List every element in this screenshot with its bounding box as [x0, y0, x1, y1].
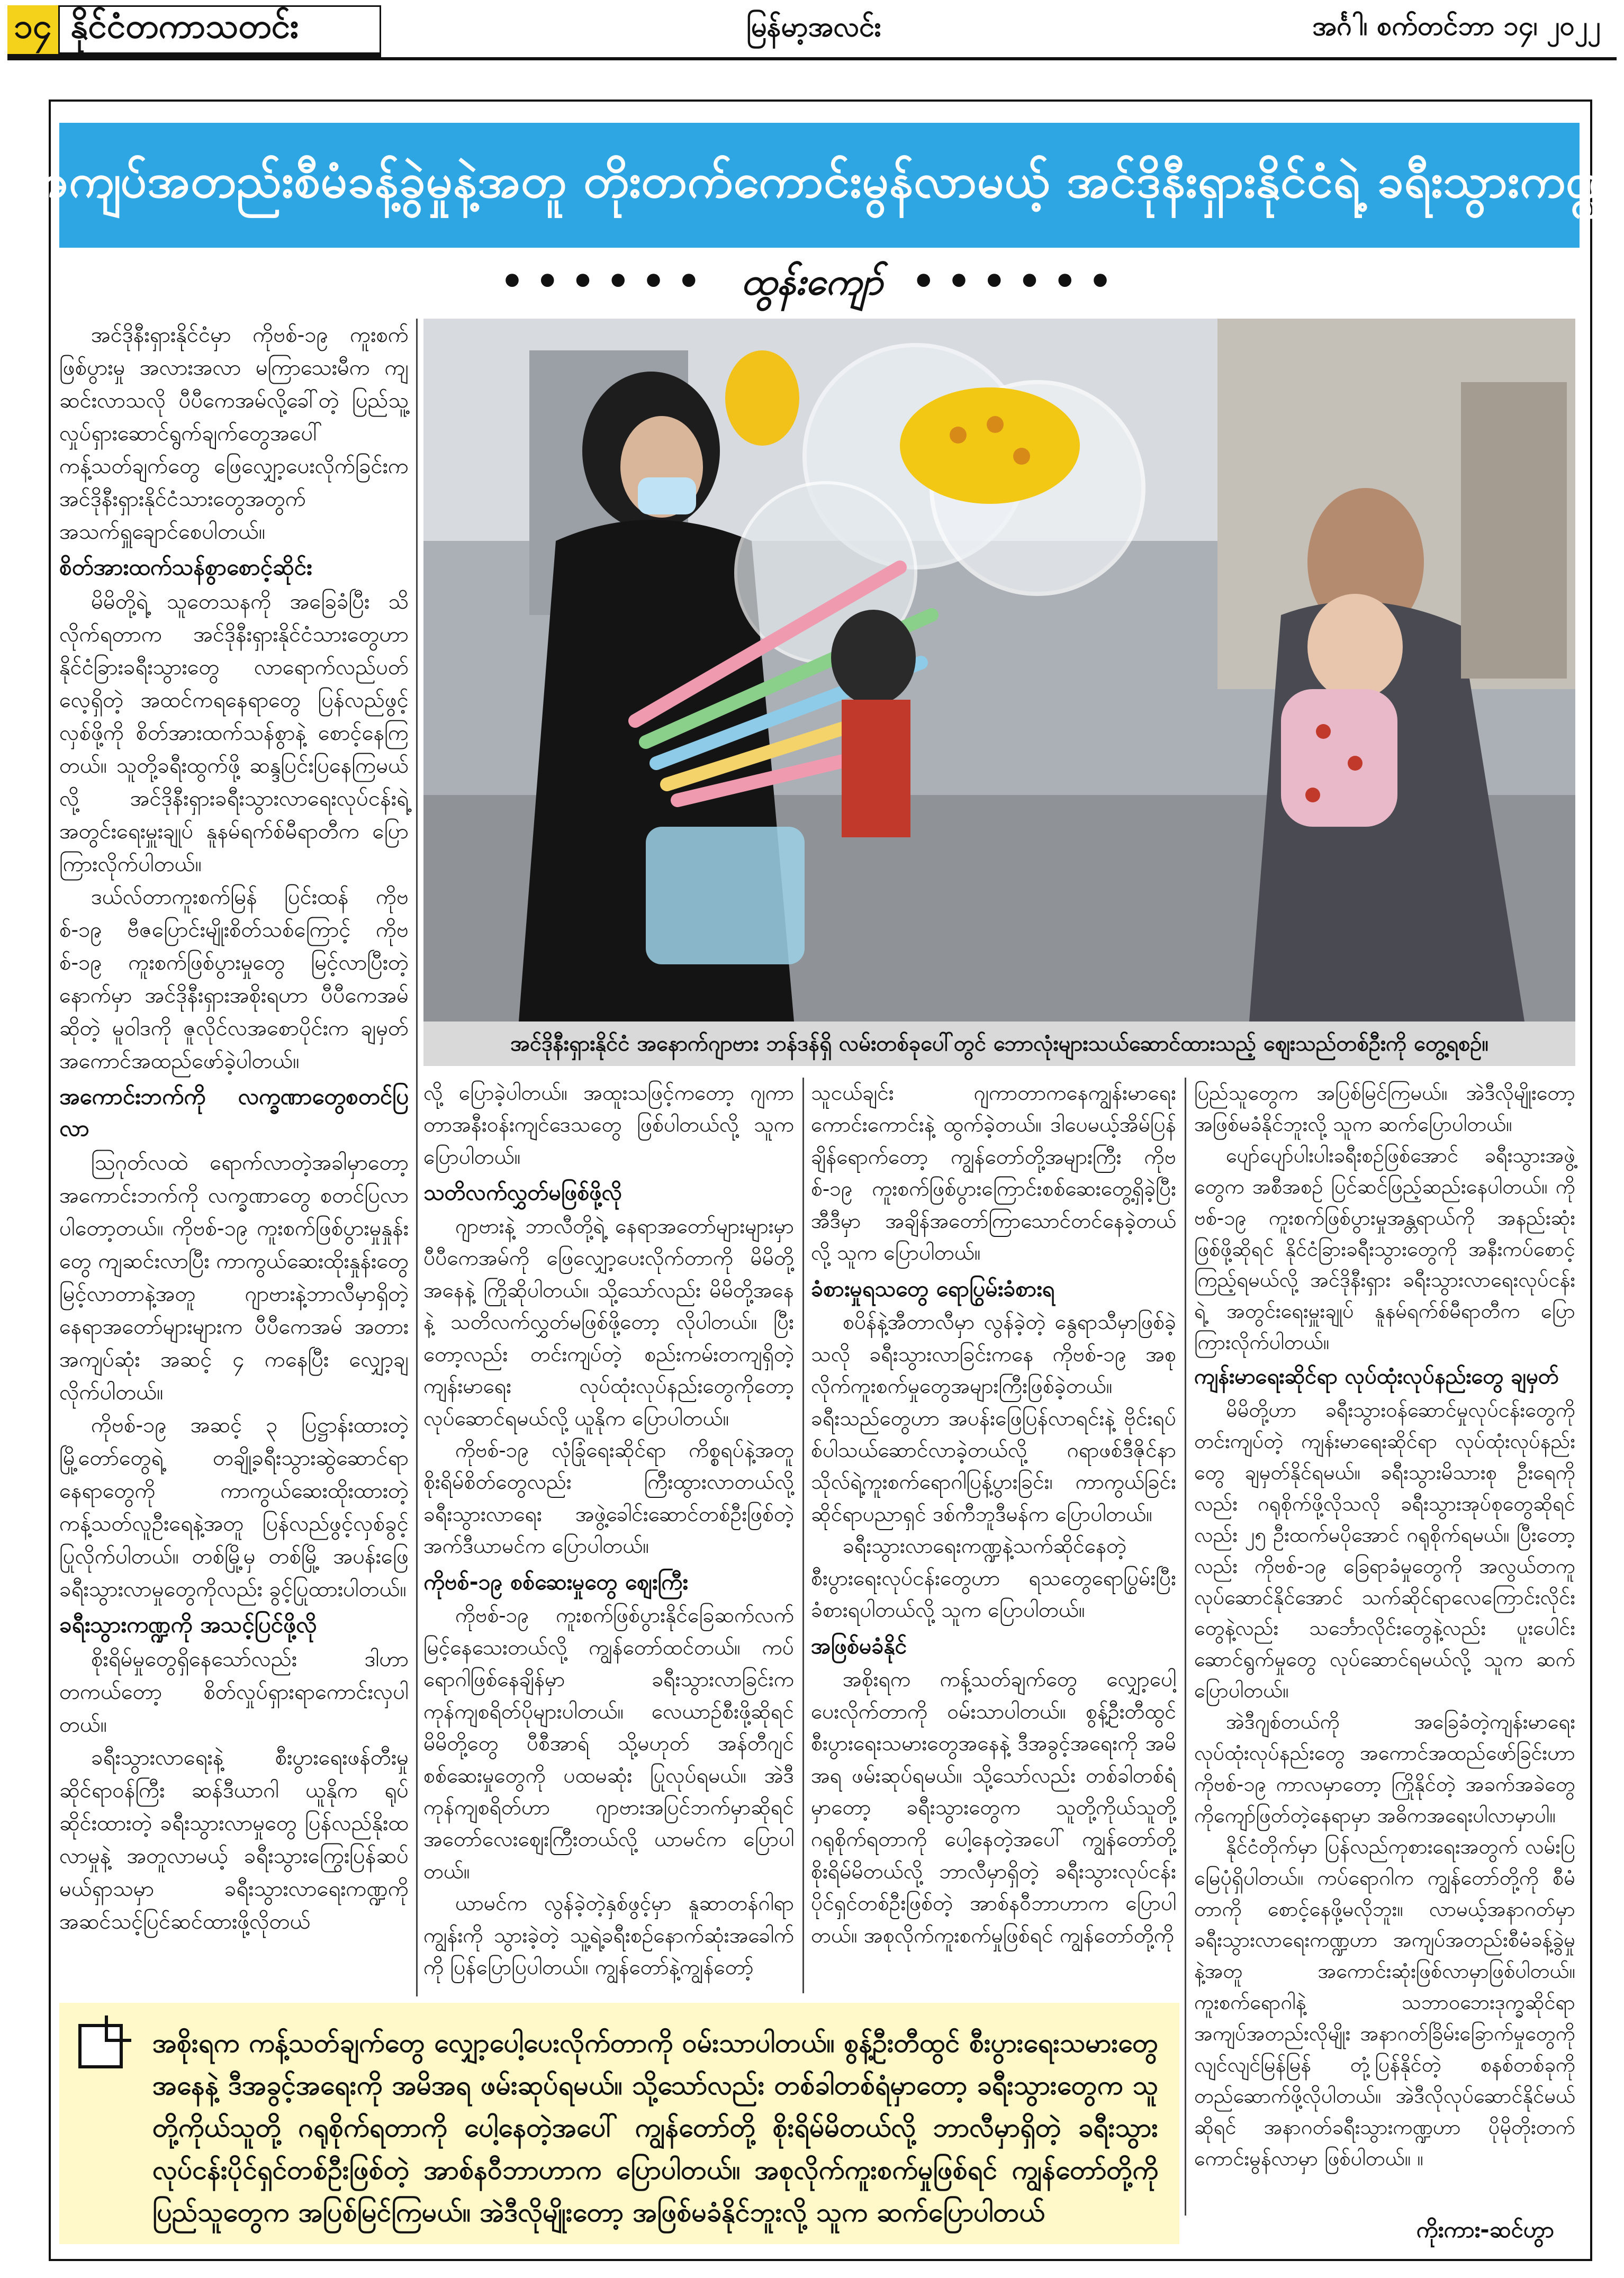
paragraph: ခရီးသွားလာရေးနဲ့ စီးပွားရေးဖန်တီးမှုဆိုင်ရာဝန်ကြီး ဆန်ဒီယာဂါ ယူနိုက ရုပ်ဆိုင်းထားတဲ့ ခရီးသွားလာမှုတွေ ပြန်လည်နိုးထလာမှုနဲ့ အတူလာမယ့် ခရီးသွားကြွေးပြန်ဆပ်မယ်ရှာသမှာ ခရီးသွားလာရေးကဏ္ဍကို အဆင်သင့်ပြင်ဆင်ထားဖို့လိုတယ်: [59, 1746, 409, 1934]
paragraph: ကိုဗစ်-၁၉ အဆင့် ၃ ပြဋ္ဌာန်းထားတဲ့ မြို့တော်တွေရဲ့ တချို့ခရီးသွားဆွဲဆောင်ရာနေရာတွေကို ကာကွယ်ဆေးထိုးထားတဲ့ ကန့်သတ်လူဦးရေနဲ့အတူ ပြန်လည်ဖွင့်လှစ်ခွင့်ပြုလိုက်ပါတယ်။ တစ်မြို့မှ တစ်မြို့ အပန်းဖြေခရီးသွားလာမှုတွေကိုလည်း ခွင့်ပြုထားပါတယ်။: [59, 1413, 409, 1602]
paragraph: ကိုဗစ်-၁၉ ကူးစက်ဖြစ်ပွားနိုင်ခြေဆက်လက်မြင့်နေသေးတယ်လို့ ကျွန်တော်ထင်တယ်။ ကပ်ရောဂါဖြစ်နေချိန်မှာ ခရီးသွားလာခြင်းက ကုန်ကျစရိတ်ပိုများပါတယ်။ လေယာဉ်စီးဖို့ဆိုရင် မိမိတို့တွေ ပီစီအာရ် သို့မဟုတ် အန်တီဂျင် စစ်ဆေးမှုတွေကို ပထမဆုံး ပြုလုပ်ရမယ်။ အဲဒီကုန်ကျစရိတ်ဟာ ဂျာဗားအပြင်ဘက်မှာဆိုရင် အတော်လေးဈေးကြီးတယ်လို့ ယာမင်က ပြောပါတယ်။: [423, 1604, 794, 1884]
page-number: ၁၄: [7, 5, 58, 54]
page-header-tab: [7, 5, 381, 57]
pull-quote: [59, 2003, 1179, 2244]
paragraph: မိမိတို့ရဲ့ သူတေသနကို အခြေခံပြီး သိလိုက်ရတာက အင်ဒိုနီးရှားနိုင်ငံသားတွေဟာ နိုင်ငံခြားခရီးသွားတွေ လာရောက်လည်ပတ်လေ့ရှိတဲ့ အထင်ကရနေရာတွေ ပြန်လည်ဖွင့်လှစ်ဖို့ကို စိတ်အားထက်သန်စွာနဲ့ စောင့်နေကြတယ်။ သူတို့ခရီးထွက်ဖို့ ဆန္ဒပြင်းပြနေကြမယ်လို့ အင်ဒိုနီးရှားခရီးသွားလာရေးလုပ်ငန်းရဲ့ အတွင်းရေးမှူးချုပ် နူနမ်ရက်စ်မီရာတီက ပြောကြားလိုက်ပါတယ်။: [59, 590, 409, 876]
paragraph: စိုးရိမ်မှုတွေရှိနေသော်လည်း ဒါဟာ တကယ်တော့ စိတ်လှုပ်ရှားရာကောင်းလှပါတယ်။: [59, 1647, 409, 1737]
column-divider: [802, 1078, 804, 1993]
subheading: သတိလက်လွှတ်မဖြစ်ဖို့လို: [423, 1180, 622, 1206]
byline: [0, 258, 1624, 313]
byline-author: ထွန်းကျော်: [741, 260, 883, 303]
news-photo: [423, 319, 1575, 1022]
byline-dots-left: ••••••: [500, 260, 712, 303]
balloon-vendor-image: [423, 319, 1575, 1022]
subheading: အကောင်းဘက်ကို လက္ခဏာတွေစတင်ပြလာ: [59, 1083, 409, 1141]
subheading: ခံစားမှုရသတွေ ရောပြွမ်းခံစားရ: [811, 1276, 1055, 1301]
paragraph: ကိုဗစ်-၁၉ လုံခြုံရေးဆိုင်ရာ ကိစ္စရပ်နဲ့အတူ စိုးရိမ်စိတ်တွေလည်း ကြီးထွားလာတယ်လို့ ခရီးသွားလာရေး အဖွဲ့ခေါင်းဆောင်တစ်ဦးဖြစ်တဲ့ အက်ဒီယာမင်က ပြောပါတယ်။: [423, 1438, 794, 1559]
paragraph: ပျော်ပျော်ပါးပါးခရီးစဉ်ဖြစ်အောင် ခရီးသွားအဖွဲ့တွေက အစီအစဉ် ပြင်ဆင်ဖြည့်ဆည်းနေပါတယ်။ ကိုဗစ်-၁၉ ကူးစက်ဖြစ်ပွားမှုအန္တရာယ်ကို အနည်းဆုံး ဖြစ်ဖို့ဆိုရင် နိုင်ငံခြားခရီးသွားတွေကို အနီးကပ်စောင့်ကြည့်ရမယ်လို့ အင်ဒိုနီးရှား ခရီးသွားလာရေးလုပ်ငန်းရဲ့ အတွင်းရေးမှူးချုပ် နူနမ်ရက်စ်မီရာတီက ပြောကြားလိုက်ပါတယ်။: [1194, 1143, 1575, 1354]
subheading: အဖြစ်မခံနိုင်: [811, 1633, 907, 1659]
subheading: ခရီးသွားကဏ္ဍကို အသင့်ပြင်ဖို့လို: [59, 1612, 317, 1638]
paragraph: အဲဒီဂျစ်တယ်ကို အခြေခံတဲ့ကျန်းမာရေးလုပ်ထုံးလုပ်နည်းတွေ အကောင်အထည်ဖော်ခြင်းဟာ ကိုဗစ်-၁၉ ကာလမှာတော့ ကြိုနိုင်တဲ့ အခက်အခဲတွေကိုကျော်ဖြတ်တဲ့နေရာမှာ အဓိကအရေးပါလာမှာပါ။: [1194, 1710, 1575, 1827]
paragraph: အစိုးရက ကန့်သတ်ချက်တွေ လျှော့ပေါ့ပေးလိုက်တာကို ဝမ်းသာပါတယ်။ စွန့်ဦးတီထွင်စီးပွားရေးသမားတွေအနေနဲ့ ဒီအခွင့်အရေးကို အမိအရ ဖမ်းဆုပ်ရမယ်။ သို့သော်လည်း တစ်ခါတစ်ရံမှာတော့ ခရီးသွားတွေက သူတို့ကိုယ်သူတို့ ဂရုစိုက်ရတာကို ပေါ့နေတဲ့အပေါ် ကျွန်တော်တို့ စိုးရိမ်မိတယ်လို့ ဘာလီမှာရှိတဲ့ ခရီးသွားလုပ်ငန်းပိုင်ရှင်တစ်ဦးဖြစ်တဲ့ အာစ်နဝီဘာဟာက ပြောပါတယ်။ အစုလိုက်ကူးစက်မှုဖြစ်ရင် ကျွန်တော်တို့ကို: [811, 1668, 1176, 1948]
section-title: နိုင်ငံတကာသတင်း: [58, 5, 381, 54]
byline-dots-right: ••••••: [912, 260, 1124, 303]
column-2: [423, 1078, 794, 1993]
header-rule: [7, 57, 1617, 60]
paragraph: သူငယ်ချင်း ဂျကာတာကနေကျွန်းမာရေးကောင်းကောင်းနဲ့ ထွက်ခဲ့တယ်။ ဒါပေမယ့်အိမ်ပြန်ချိန်ရောက်တော့ ကျွန်တော်တို့အများကြီး ကိုဗစ်-၁၉ ကူးစက်ဖြစ်ပွားကြောင်းစစ်ဆေးတွေ့ရှိခဲ့ပြီး အီဒီမှာ အချိန်အတော်ကြာသောင်တင်နေခဲ့တယ်လို့ သူက ပြောပါတယ်။: [811, 1081, 1176, 1265]
pull-quote-text: အစိုးရက ကန့်သတ်ချက်တွေ လျှော့ပေါ့ပေးလိုက်တာကို ဝမ်းသာပါတယ်။ စွန့်ဦးတီထွင် စီးပွားရေးသမားတွေအနေနဲ့ ဒီအခွင့်အရေးကို အမိအရ ဖမ်းဆုပ်ရမယ်။ သို့သော်လည်း တစ်ခါတစ်ရံမှာတော့ ခရီးသွားတွေက သူတို့ကိုယ်သူတို့ ဂရုစိုက်ရတာကို ပေါ့နေတဲ့အပေါ် ကျွန်တော်တို့ စိုးရိမ်မိတယ်လို့ ဘာလီမှာရှိတဲ့ ခရီးသွားလုပ်ငန်းပိုင်ရှင်တစ်ဦးဖြစ်တဲ့ အာစ်နဝီဘာဟာက ပြောပါတယ်။ အစုလိုက်ကူးစက်မှုဖြစ်ရင် ကျွန်တော်တို့ကို ပြည်သူတွေက အပြစ်မြင်ကြမယ်။ အဲဒီလိုမျိုးတော့ အဖြစ်မခံနိုင်ဘူးလို့ သူက ဆက်ပြောပါတယ်: [152, 2028, 1158, 2228]
column-divider: [416, 319, 418, 1996]
subheading: ကျန်းမာရေးဆိုင်ရာ လုပ်ထုံးလုပ်နည်းတွေ ချမှတ်: [1194, 1364, 1559, 1389]
source-credit: ကိုးကား-ဆင်ဟွာ: [1416, 2217, 1554, 2243]
column-4: [1194, 1078, 1575, 2210]
column-3: [811, 1078, 1176, 1993]
paragraph: ဩဂုတ်လထဲ ရောက်လာတဲ့အခါမှာတော့ အကောင်းဘက်ကို လက္ခဏာတွေ စတင်ပြလာပါတော့တယ်။ ကိုဗစ်-၁၉ ကူးစက်ဖြစ်ပွားမှုနှုန်းတွေ ကျဆင်းလာပြီး ကာကွယ်ဆေးထိုးနှုန်းတွေ မြင့်လာတာနဲ့အတူ ဂျာဗားနဲ့ဘာလီမှာရှိတဲ့ နေရာအတော်များများက ပီပီကေအမ် အတားအကျပ်ဆုံး အဆင့် ၄ ကနေပြီး လျှော့ချလိုက်ပါတယ်။: [59, 1151, 409, 1405]
column-1: [59, 319, 409, 1996]
paragraph: ယာမင်က လွန်ခဲ့တဲ့နှစ်ဖွင့်မှာ နူဆာတန်ဂါရာကျွန်းကို သွားခဲ့တဲ့ သူ့ရဲ့ခရီးစဉ်နောက်ဆုံးအခေါက်ကို ပြန်ပြောပြပါတယ်။ ကျွန်တော်နဲ့ကျွန်တော့်: [423, 1892, 794, 1980]
paragraph: မိမိတို့ဟာ ခရီးသွားဝန်ဆောင်မှုလုပ်ငန်းတွေကို တင်းကျပ်တဲ့ ကျန်းမာရေးဆိုင်ရာ လုပ်ထုံးလုပ်နည်းတွေ ချမှတ်နိုင်ရမယ်။ ခရီးသွားမိသားစု ဦးရေကိုလည်း ဂရုစိုက်ဖို့လိုသလို ခရီးသွားအုပ်စုတွေဆိုရင်လည်း ၂၅ ဦးထက်မပိုအောင် ဂရုစိုက်ရမယ်။ ပြီးတော့လည်း ကိုဗစ်-၁၉ ခြေရာခံမှုတွေကို အလွယ်တကူလုပ်ဆောင်နိုင်အောင် သက်ဆိုင်ရာလေကြောင်းလိုင်းတွေနဲ့လည်း သင်္ဘောလိုင်းတွေနဲ့လည်း ပူးပေါင်းဆောင်ရွက်မှုတွေ လုပ်ဆောင်ရမယ်လို့ သူက ဆက်ပြောပါတယ်။: [1194, 1398, 1575, 1703]
issue-date: အင်္ဂါ၊ စက်တင်ဘာ ၁၄၊ ၂၀၂၂: [1312, 11, 1601, 41]
paragraph: အင်ဒိုနီးရှားနိုင်ငံမှာ ကိုဗစ်-၁၉ ကူးစက်ဖြစ်ပွားမှု အလားအလာ မကြာသေးမီက ကျဆင်းလာသလို ပီပီကေအမ်လို့ခေါ်တဲ့ ပြည်သူ့လှုပ်ရှားဆောင်ရွက်ချက်တွေအပေါ် ကန့်သတ်ချက်တွေ ဖြေလျှော့ပေးလိုက်ခြင်းက အင်ဒိုနီးရှားနိုင်ငံသားတွေအတွက် အသက်ရှူချောင်စေပါတယ်။: [59, 323, 409, 544]
paragraph: စပိန်နဲ့အီတာလီမှာ လွန်ခဲ့တဲ့ နွေရာသီမှာဖြစ်ခဲ့သလို ခရီးသွားလာခြင်းကနေ ကိုဗစ်-၁၉ အစုလိုက်ကူးစက်မှုတွေအများကြီးဖြစ်ခဲ့တယ်။ ခရီးသည်တွေဟာ အပန်းဖြေပြန်လာရင်းနဲ့ ဗိုင်းရပ်စ်ပါသယ်ဆောင်လာခဲ့တယ်လို့ ဂရာဖစ်ဒီဇိုင်နာသိုလ်ရဲ့ကူးစက်ရောဂါပြန့်ပွားခြင်း၊ ကာကွယ်ခြင်းဆိုင်ရာပညာရှင် ဒစ်ကီဘူဒီမန်က ပြောပါတယ်။: [811, 1310, 1176, 1526]
paragraph: နိုင်ငံတိုက်မှာ ပြန်လည်ကုစားရေးအတွက် လမ်းပြမြေပုံရှိပါတယ်။ ကပ်ရောဂါက ကျွန်တော်တို့ကို စီမံတာကို စောင့်နေဖို့မလိုဘူး။ လာမယ့်အနာဂတ်မှာ ခရီးသွားလာရေးကဏ္ဍဟာ အကျပ်အတည်းစီမံခန့်ခွဲမှုနဲ့အတူ အကောင်းဆုံးဖြစ်လာမှာဖြစ်ပါတယ်။ ကူးစက်ရောဂါနဲ့ သဘာဝဘေးဒုက္ခဆိုင်ရာ အကျပ်အတည်းလိုမျိုး အနာဂတ်ခြိမ်းခြောက်မှုတွေကို လျင်လျင်မြန်မြန် တုံ့ပြန်နိုင်တဲ့ စနစ်တစ်ခုကို တည်ဆောက်ဖို့လိုပါတယ်။ အဲဒီလိုလုပ်ဆောင်နိုင်မယ်ဆိုရင် အနာဂတ်ခရီးသွားကဏ္ဍဟာ ပိုမိုတိုးတက်ကောင်းမွန်လာမှာ ဖြစ်ပါတယ်။ ။: [1194, 1834, 1575, 2170]
newspaper-name: မြန်မာ့အလင်း: [746, 11, 881, 43]
column-divider: [1185, 1078, 1186, 2216]
paragraph: ဒယ်လ်တာကူးစက်မြန် ပြင်းထန် ကိုဗစ်-၁၉ ဗီဇပြောင်းမျိုးစိတ်သစ်ကြောင့် ကိုဗစ်-၁၉ ကူးစက်ဖြစ်ပွားမှုတွေ မြင့်လာပြီးတဲ့နောက်မှာ အင်ဒိုနီးရှားအစိုးရဟာ ပီပီကေအမ်ဆိုတဲ့ မူဝါဒကို ဇူလိုင်လအစောပိုင်းက ချမှတ်အကောင်အထည်ဖော်ခဲ့ပါတယ်။: [59, 885, 409, 1073]
subheading: ကိုဗစ်-၁၉ စစ်ဆေးမှုတွေ ဈေးကြီး: [423, 1569, 688, 1595]
headline-banner: [25, 123, 1613, 248]
photo-caption: အင်ဒိုနီးရှားနိုင်ငံ အနောက်ဂျာဗား ဘန်ဒန်ရှိ လမ်းတစ်ခုပေါ်တွင် ဘောလုံးများသယ်ဆောင်ထားသည့် ဈေးသည်တစ်ဦးကို တွေ့ရစဉ်။: [423, 1022, 1575, 1066]
article-headline: အကျပ်အတည်းစီမံခန့်ခွဲမှုနဲ့အတူ တိုးတက်ကောင်းမွန်လာမယ့် အင်ဒိုနီးရှားနိုင်ငံရဲ့ ခရီးသွားကဏ္ဍ: [25, 153, 1613, 208]
subheading: စိတ်အားထက်သန်စွာစောင့်ဆိုင်း: [59, 554, 312, 580]
paragraph: ဂျာဗားနဲ့ ဘာလီတို့ရဲ့ နေရာအတော်များများမှာ ပီပီကေအမ်ကို ဖြေလျှော့ပေးလိုက်တာကို မိမိတို့အနေနဲ့ ကြိုဆိုပါတယ်။ သို့သော်လည်း မိမိတို့အနေနဲ့ သတိလက်လွှတ်မဖြစ်ဖို့တော့ လိုပါတယ်။ ပြီးတော့လည်း တင်းကျပ်တဲ့ စည်းကမ်းတကျရှိတဲ့ ကျန်းမာရေး လုပ်ထုံးလုပ်နည်းတွေကိုတော့ လုပ်ဆောင်ရမယ်လို့ ယူနိုက ပြောပါတယ်။: [423, 1214, 794, 1431]
paragraph: လို့ ပြောခဲ့ပါတယ်။ အထူးသဖြင့်ကတော့ ဂျကာတာအနီးဝန်းကျင်ဒေသတွေ ဖြစ်ပါတယ်လို့ သူက ပြောပါတယ်။: [423, 1081, 794, 1169]
checkbox-icon: [78, 2024, 123, 2068]
paragraph: ပြည်သူတွေက အပြစ်မြင်ကြမယ်။ အဲဒီလိုမျိုးတော့ အဖြစ်မခံနိုင်ဘူးလို့ သူက ဆက်ပြောပါတယ်။: [1194, 1081, 1575, 1136]
paragraph: ခရီးသွားလာရေးကဏ္ဍနဲ့သက်ဆိုင်နေတဲ့ စီးပွားရေးလုပ်ငန်းတွေဟာ ရသတွေရောပြွမ်းပြီးခံစားရပါတယ်လို့ သူက ပြောပါတယ်။: [811, 1534, 1176, 1623]
